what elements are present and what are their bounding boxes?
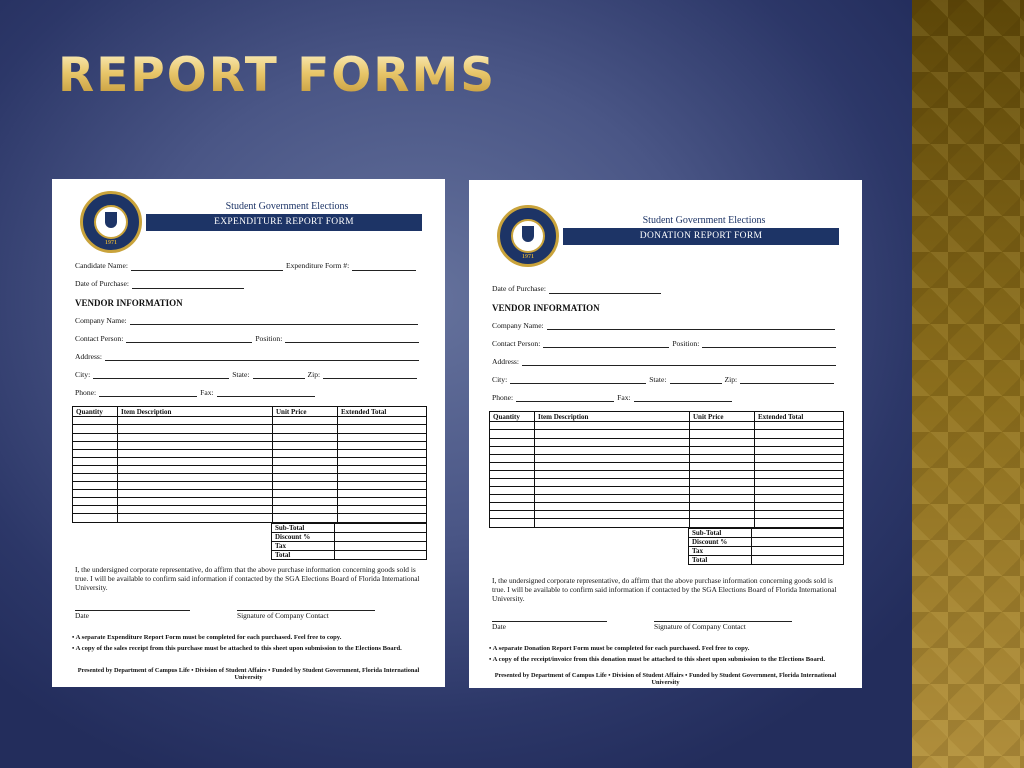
cell[interactable]	[73, 457, 118, 465]
cell[interactable]	[118, 457, 273, 465]
cell[interactable]	[755, 511, 844, 519]
cell[interactable]	[338, 498, 427, 506]
cell[interactable]	[273, 425, 338, 433]
cell[interactable]	[755, 430, 844, 438]
cell[interactable]	[690, 446, 755, 454]
form-footer: Presented by Department of Campus Life • Division of Student Affairs • Funded by Student Government, Florida International University	[494, 671, 837, 686]
total-value[interactable]	[752, 555, 844, 564]
cell[interactable]	[118, 425, 273, 433]
affirmation-text: I, the undersigned corporate representative, do affirm that the above purchase information concerning goods sold is true. I will be available to confirm said information if contacted by the SGA Elections Board of Florida International University.	[492, 575, 837, 603]
cell[interactable]	[118, 498, 273, 506]
date-label: Date of Purchase:	[492, 284, 546, 294]
cell[interactable]	[755, 487, 844, 495]
cell[interactable]	[755, 503, 844, 511]
discount-label: Discount %	[689, 537, 752, 546]
cell[interactable]	[755, 422, 844, 430]
sga-seal-icon	[80, 191, 142, 253]
zip-field[interactable]	[323, 370, 417, 379]
cell[interactable]	[118, 490, 273, 498]
date-label: Date of Purchase:	[75, 279, 129, 289]
date-row	[492, 285, 842, 294]
phone-field[interactable]	[516, 393, 614, 402]
cell[interactable]	[490, 470, 535, 478]
cell[interactable]	[118, 441, 273, 449]
date-signature-line[interactable]: Date	[75, 610, 190, 621]
total-value[interactable]	[335, 550, 427, 559]
cell[interactable]	[338, 474, 427, 482]
col-extended-total: Extended Total	[755, 412, 844, 422]
cell[interactable]	[273, 433, 338, 441]
cell[interactable]	[273, 465, 338, 473]
sga-seal-icon	[497, 205, 559, 267]
state-field[interactable]	[670, 375, 722, 384]
cell[interactable]	[273, 474, 338, 482]
address-field[interactable]	[522, 357, 836, 366]
cell[interactable]	[690, 519, 755, 527]
signature-block	[75, 602, 425, 628]
note-receipt: • A copy of the sales receipt from this purchase must be attached to this sheet upon submission to the Elections Board.	[72, 644, 402, 652]
cell[interactable]	[690, 438, 755, 446]
cell[interactable]	[338, 506, 427, 514]
phone-label: Phone:	[75, 387, 97, 397]
col-quantity: Quantity	[490, 412, 535, 422]
slide-title: REPORT FORMS	[58, 46, 496, 106]
col-quantity: Quantity	[73, 407, 118, 417]
cell[interactable]	[690, 503, 755, 511]
cell[interactable]	[338, 449, 427, 457]
col-unit-price: Unit Price	[690, 412, 755, 422]
address-label: Address:	[75, 351, 102, 361]
date-field[interactable]	[549, 285, 661, 294]
city-row	[492, 375, 842, 384]
address-row	[492, 357, 842, 366]
cell[interactable]	[273, 457, 338, 465]
subtotal-label: Sub-Total	[272, 523, 335, 532]
phone-label: Phone:	[492, 392, 514, 402]
date-row	[75, 280, 425, 289]
cell[interactable]	[490, 511, 535, 519]
discount-value[interactable]	[335, 532, 427, 541]
cell[interactable]	[690, 430, 755, 438]
form-title: DONATION REPORT FORM	[563, 228, 839, 245]
cell[interactable]	[118, 417, 273, 425]
contact-field[interactable]	[543, 339, 669, 348]
position-field[interactable]	[285, 334, 419, 343]
position-field[interactable]	[702, 339, 836, 348]
decorative-sidebar	[912, 0, 1024, 768]
address-label: Address:	[492, 356, 519, 366]
cell[interactable]	[118, 474, 273, 482]
cell[interactable]	[755, 446, 844, 454]
form-header	[489, 190, 842, 276]
city-label: City:	[492, 374, 508, 384]
candidate-row	[75, 262, 425, 271]
discount-label: Discount %	[272, 532, 335, 541]
cell[interactable]	[338, 425, 427, 433]
seal-year: 1971	[105, 240, 117, 247]
cell[interactable]	[273, 417, 338, 425]
total-label: Total	[689, 555, 752, 564]
position-label: Position:	[255, 333, 283, 343]
cell[interactable]	[73, 441, 118, 449]
cell[interactable]	[118, 449, 273, 457]
cell[interactable]	[73, 482, 118, 490]
company-row	[75, 316, 425, 325]
contact-row	[492, 339, 842, 348]
cell[interactable]	[73, 433, 118, 441]
cell[interactable]	[535, 446, 690, 454]
fax-label: Fax:	[200, 387, 214, 397]
cell[interactable]	[755, 495, 844, 503]
subtotal-label: Sub-Total	[689, 528, 752, 537]
cell[interactable]	[73, 506, 118, 514]
cell[interactable]	[73, 425, 118, 433]
cell[interactable]	[73, 490, 118, 498]
form-footer: Presented by Department of Campus Life • Division of Student Affairs • Funded by Student Government, Florida International University	[77, 666, 420, 681]
cell[interactable]	[73, 465, 118, 473]
cell[interactable]	[535, 495, 690, 503]
cell[interactable]	[535, 479, 690, 487]
cell[interactable]	[118, 465, 273, 473]
org-name: Student Government Elections	[642, 215, 766, 226]
cell[interactable]	[273, 498, 338, 506]
city-field[interactable]	[93, 370, 229, 379]
cell[interactable]	[118, 514, 273, 522]
contact-label: Contact Person:	[75, 333, 124, 343]
zip-label: Zip:	[307, 369, 321, 379]
cell[interactable]	[535, 487, 690, 495]
items-table	[489, 411, 844, 527]
cell[interactable]	[73, 474, 118, 482]
city-field[interactable]	[510, 375, 646, 384]
cell[interactable]	[690, 495, 755, 503]
totals-table	[271, 523, 427, 560]
date-signature-line[interactable]: Date	[492, 621, 607, 632]
cell[interactable]	[273, 514, 338, 522]
cell[interactable]	[690, 462, 755, 470]
cell[interactable]	[490, 462, 535, 470]
cell[interactable]	[73, 514, 118, 522]
cell[interactable]	[273, 441, 338, 449]
cell[interactable]	[690, 454, 755, 462]
cell[interactable]	[755, 470, 844, 478]
cell[interactable]	[490, 503, 535, 511]
cell[interactable]	[490, 438, 535, 446]
cell[interactable]	[690, 422, 755, 430]
address-field[interactable]	[105, 352, 419, 361]
fax-label: Fax:	[617, 392, 631, 402]
cell[interactable]	[273, 490, 338, 498]
cell[interactable]	[490, 422, 535, 430]
cell[interactable]	[73, 449, 118, 457]
cell[interactable]	[690, 511, 755, 519]
expenditure-no-label: Expenditure Form #:	[285, 261, 350, 271]
cell[interactable]	[490, 454, 535, 462]
donation-report-form	[469, 180, 862, 688]
cell[interactable]	[755, 462, 844, 470]
cell[interactable]	[273, 482, 338, 490]
cell[interactable]	[690, 470, 755, 478]
cell[interactable]	[338, 465, 427, 473]
seal-year: 1971	[522, 254, 534, 261]
state-label: State:	[649, 374, 667, 384]
company-label: Company Name:	[492, 320, 544, 330]
cell[interactable]	[490, 487, 535, 495]
tax-value[interactable]	[335, 541, 427, 550]
cell[interactable]	[755, 454, 844, 462]
cell[interactable]	[338, 457, 427, 465]
signature-block	[492, 613, 842, 639]
items-table	[72, 406, 427, 522]
totals-table	[688, 528, 844, 565]
expenditure-no-field[interactable]	[352, 262, 416, 271]
cell[interactable]	[490, 446, 535, 454]
discount-value[interactable]	[752, 537, 844, 546]
cell[interactable]	[490, 479, 535, 487]
col-extended-total: Extended Total	[338, 407, 427, 417]
cell[interactable]	[535, 462, 690, 470]
city-label: City:	[75, 369, 91, 379]
cell[interactable]	[535, 422, 690, 430]
total-label: Total	[272, 550, 335, 559]
cell[interactable]	[73, 498, 118, 506]
company-field[interactable]	[130, 316, 418, 325]
phone-row	[75, 388, 425, 397]
company-signature-line[interactable]: Signature of Company Contact	[237, 610, 375, 621]
cell[interactable]	[338, 514, 427, 522]
contact-label: Contact Person:	[492, 338, 541, 348]
cell[interactable]	[338, 490, 427, 498]
note-receipt: • A copy of the receipt/invoice from this donation must be attached to this sheet upon submission to the Elections Board.	[489, 655, 825, 663]
state-label: State:	[232, 369, 250, 379]
cell[interactable]	[755, 519, 844, 527]
vendor-heading: VENDOR INFORMATION	[492, 303, 600, 313]
col-unit-price: Unit Price	[273, 407, 338, 417]
cell[interactable]	[535, 454, 690, 462]
cell[interactable]	[490, 430, 535, 438]
cell[interactable]	[490, 495, 535, 503]
tax-label: Tax	[689, 546, 752, 555]
subtotal-value[interactable]	[335, 523, 427, 532]
col-item-description: Item Description	[535, 412, 690, 422]
notes	[489, 645, 842, 663]
cell[interactable]	[755, 479, 844, 487]
cell[interactable]	[338, 482, 427, 490]
affirmation-text: I, the undersigned corporate representative, do affirm that the above purchase information concerning goods sold is true. I will be available to confirm said information if contacted by the SGA Elections Board of Florida International University.	[75, 564, 420, 592]
vendor-heading: VENDOR INFORMATION	[75, 298, 183, 308]
cell[interactable]	[690, 487, 755, 495]
cell[interactable]	[535, 430, 690, 438]
cell[interactable]	[118, 433, 273, 441]
note-separate-form: • A separate Donation Report Form must be completed for each purchased. Feel free to copy.	[489, 645, 750, 653]
cell[interactable]	[338, 441, 427, 449]
cell[interactable]	[273, 506, 338, 514]
contact-row	[75, 334, 425, 343]
cell[interactable]	[535, 470, 690, 478]
address-row	[75, 352, 425, 361]
company-label: Company Name:	[75, 315, 127, 325]
cell[interactable]	[535, 511, 690, 519]
fax-field[interactable]	[634, 393, 732, 402]
state-field[interactable]	[253, 370, 305, 379]
fax-field[interactable]	[217, 388, 315, 397]
phone-row	[492, 393, 842, 402]
cell[interactable]	[535, 519, 690, 527]
note-separate-form: • A separate Expenditure Report Form must be completed for each purchased. Feel free to copy.	[72, 634, 342, 642]
company-row	[492, 321, 842, 330]
position-label: Position:	[672, 338, 700, 348]
expenditure-report-form	[52, 179, 445, 687]
form-header	[72, 189, 425, 259]
date-field[interactable]	[132, 280, 244, 289]
zip-label: Zip:	[724, 374, 738, 384]
cell[interactable]	[490, 519, 535, 527]
candidate-field[interactable]	[131, 262, 283, 271]
cell[interactable]	[118, 506, 273, 514]
tax-label: Tax	[272, 541, 335, 550]
form-title: EXPENDITURE REPORT FORM	[146, 214, 422, 231]
cell[interactable]	[535, 503, 690, 511]
notes	[72, 634, 425, 652]
city-row	[75, 370, 425, 379]
company-signature-line[interactable]: Signature of Company Contact	[654, 621, 792, 632]
cell[interactable]	[273, 449, 338, 457]
zip-field[interactable]	[740, 375, 834, 384]
tax-value[interactable]	[752, 546, 844, 555]
org-name: Student Government Elections	[225, 201, 349, 212]
phone-field[interactable]	[99, 388, 197, 397]
cell[interactable]	[755, 438, 844, 446]
company-field[interactable]	[547, 321, 835, 330]
col-item-description: Item Description	[118, 407, 273, 417]
contact-field[interactable]	[126, 334, 252, 343]
subtotal-value[interactable]	[752, 528, 844, 537]
cell[interactable]	[338, 417, 427, 425]
cell[interactable]	[338, 433, 427, 441]
cell[interactable]	[535, 438, 690, 446]
cell[interactable]	[73, 417, 118, 425]
cell[interactable]	[690, 479, 755, 487]
cell[interactable]	[118, 482, 273, 490]
candidate-label: Candidate Name:	[75, 261, 128, 271]
